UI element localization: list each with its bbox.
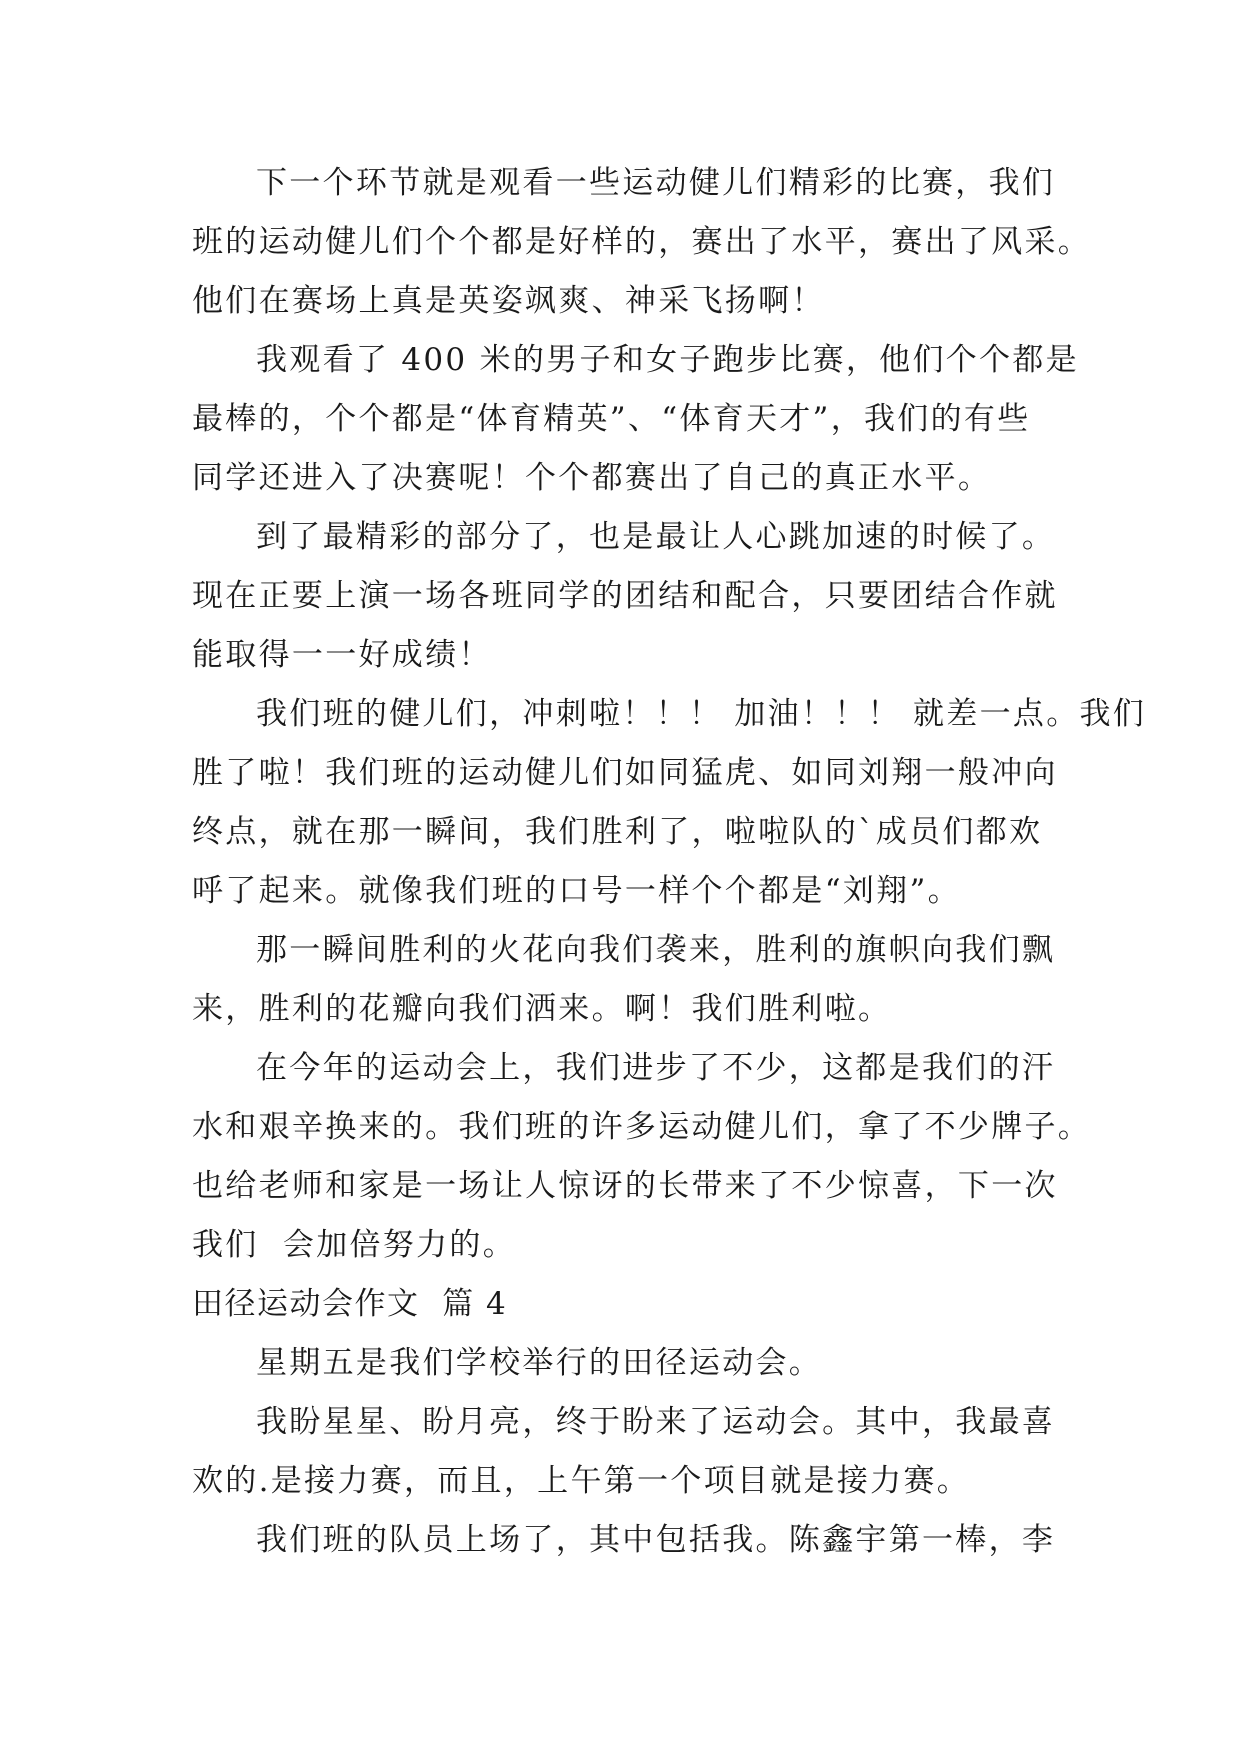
paragraph-line: 能取得一一好成绩！ bbox=[192, 637, 492, 673]
paragraph-line: 我观看了 400 米的男子和女子跑步比赛，他们个个都是 bbox=[256, 342, 1079, 378]
paragraph-line: 他们在赛场上真是英姿飒爽、神采飞扬啊！ bbox=[192, 283, 825, 319]
document-body bbox=[192, 154, 1147, 1570]
paragraph-line: 终点，就在那一瞬间，我们胜利了，啦啦队的`成员们都欢 bbox=[192, 814, 1043, 850]
paragraph-line: 来，胜利的花瓣向我们洒来。啊！我们胜利啦。 bbox=[192, 991, 892, 1027]
paragraph-line: 我盼星星、盼月亮，终于盼来了运动会。其中，我最喜 bbox=[256, 1404, 1056, 1440]
paragraph-line: 也给老师和家是一场让人惊讶的长带来了不少惊喜，下一次 bbox=[192, 1168, 1058, 1204]
paragraph-line: 那一瞬间胜利的火花向我们袭来，胜利的旗帜向我们飘 bbox=[256, 932, 1056, 968]
paragraph-line: 呼了起来。就像我们班的口号一样个个都是“刘翔”。 bbox=[192, 873, 961, 909]
paragraph-line: 最棒的，个个都是“体育精英”、“体育天才”，我们的有些 bbox=[192, 401, 1031, 437]
paragraph-line: 欢的.是接力赛，而且，上午第一个项目就是接力赛。 bbox=[192, 1463, 971, 1499]
paragraph-line: 水和艰辛换来的。我们班的许多运动健儿们，拿了不少牌子。 bbox=[192, 1109, 1092, 1145]
section-heading: 田径运动会作文 篇 4 bbox=[192, 1286, 508, 1322]
paragraph-line: 班的运动健儿们个个都是好样的，赛出了水平，赛出了风采。 bbox=[192, 224, 1092, 260]
paragraph-line: 在今年的运动会上，我们进步了不少，这都是我们的汗 bbox=[256, 1050, 1056, 1086]
paragraph-line: 同学还进入了决赛呢！个个都赛出了自己的真正水平。 bbox=[192, 460, 992, 496]
paragraph-line: 胜了啦！我们班的运动健儿们如同猛虎、如同刘翔一般冲向 bbox=[192, 755, 1058, 791]
paragraph-line: 我们班的健儿们，冲刺啦！！！ 加油！！！ 就差一点。我们 bbox=[256, 696, 1147, 732]
paragraph-line: 到了最精彩的部分了，也是最让人心跳加速的时候了。 bbox=[256, 519, 1056, 555]
paragraph-line: 我们 会加倍努力的。 bbox=[192, 1227, 517, 1263]
paragraph-line: 我们班的队员上场了，其中包括我。陈鑫宇第一棒，李 bbox=[256, 1522, 1056, 1558]
paragraph-line: 星期五是我们学校举行的田径运动会。 bbox=[256, 1345, 823, 1381]
paragraph-line: 下一个环节就是观看一些运动健儿们精彩的比赛，我们 bbox=[256, 165, 1056, 201]
paragraph-line: 现在正要上演一场各班同学的团结和配合，只要团结合作就 bbox=[192, 578, 1058, 614]
